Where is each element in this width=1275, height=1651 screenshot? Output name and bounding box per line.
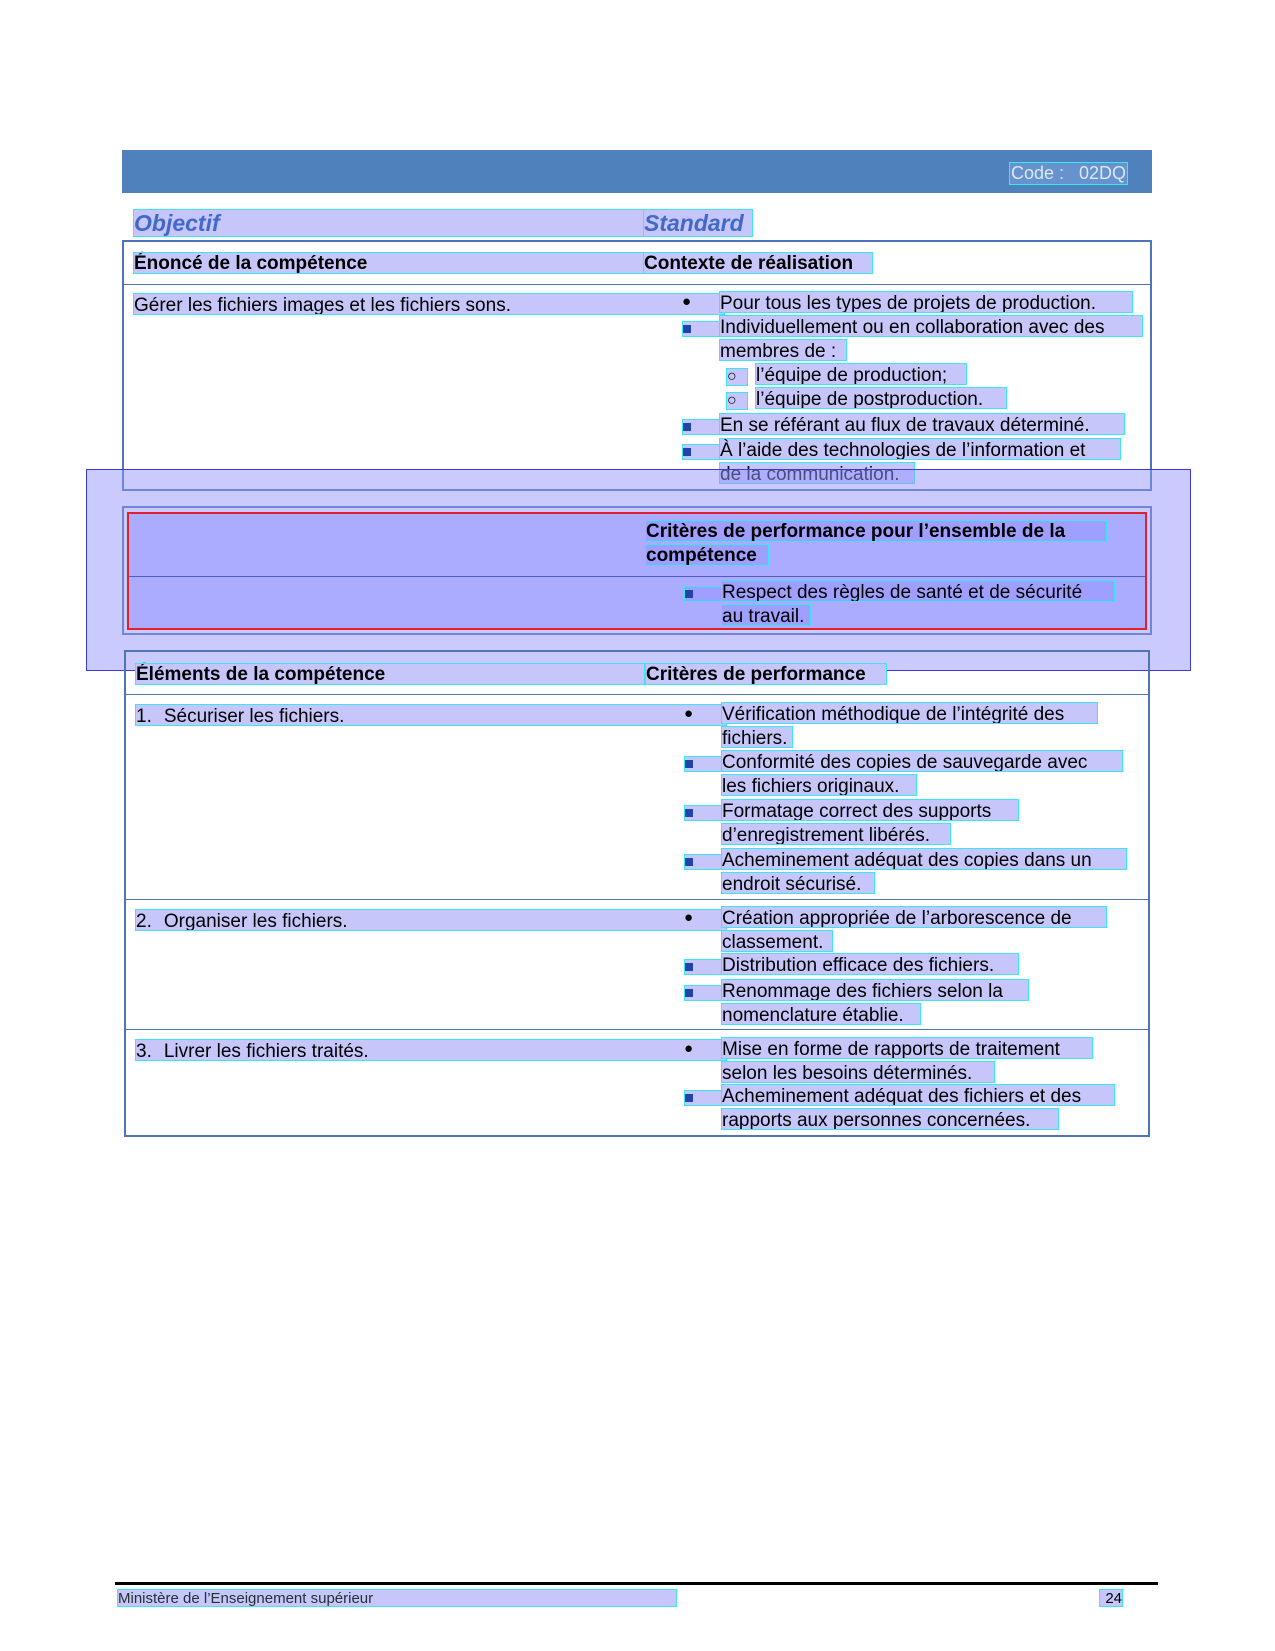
page-number: 24 bbox=[1100, 1590, 1122, 1606]
criterion: d’enregistrement libérés. bbox=[722, 824, 950, 844]
bullet-icon: ● bbox=[684, 705, 694, 722]
criterion: nomenclature établie. bbox=[722, 1004, 920, 1024]
criterion: Mise en forme de rapports de traitement bbox=[722, 1038, 1092, 1058]
table-divider bbox=[124, 284, 1150, 285]
criterion: Vérification méthodique de l’intégrité des bbox=[722, 703, 1097, 723]
table-divider bbox=[126, 1029, 1148, 1030]
context-item: Pour tous les types de projets de production. bbox=[720, 292, 1132, 312]
bullet-icon bbox=[685, 1091, 721, 1105]
table-divider bbox=[126, 694, 1148, 695]
overall-criterion: au travail. bbox=[722, 605, 810, 625]
bullet-icon: ● bbox=[682, 293, 692, 310]
table-divider bbox=[129, 576, 1145, 577]
criterion: Acheminement adéquat des copies dans un bbox=[722, 849, 1126, 869]
element-number: 2. bbox=[136, 911, 152, 932]
sub-bullet-icon: ○ bbox=[727, 393, 747, 409]
context-header: Contexte de réalisation bbox=[644, 253, 872, 273]
context-subitem: l’équipe de postproduction. bbox=[756, 388, 1006, 408]
element-row bbox=[136, 705, 726, 725]
criterion: Création appropriée de l’arborescence de bbox=[722, 907, 1106, 927]
table-divider bbox=[126, 899, 1148, 900]
bullet-icon: ● bbox=[684, 909, 694, 926]
criterion: endroit sécurisé. bbox=[722, 873, 874, 893]
element-label: Livrer les fichiers traités. bbox=[163, 1041, 369, 1062]
footer-rule bbox=[115, 1582, 1158, 1585]
criterion: Acheminement adéquat des fichiers et des bbox=[722, 1085, 1114, 1105]
header-band bbox=[122, 150, 1152, 193]
criterion: Renommage des fichiers selon la bbox=[722, 980, 1028, 1000]
statement-header: Énoncé de la compétence bbox=[134, 253, 644, 273]
bullet-icon bbox=[683, 420, 719, 434]
context-item: Individuellement ou en collaboration avec des bbox=[720, 316, 1142, 336]
criterion: Distribution efficace des fichiers. bbox=[722, 954, 1018, 974]
criterion: selon les besoins déterminés. bbox=[722, 1062, 994, 1082]
bullet-icon bbox=[685, 986, 721, 1000]
context-item: membres de : bbox=[720, 340, 846, 360]
program-code: Code : 02DQ bbox=[1011, 163, 1127, 183]
bullet-icon: ● bbox=[684, 1040, 694, 1057]
bullet-icon bbox=[685, 587, 721, 601]
criterion: les fichiers originaux. bbox=[722, 775, 916, 795]
objectif-title: Objectif bbox=[134, 210, 644, 236]
context-item: En se référant au flux de travaux déterminé. bbox=[720, 414, 1124, 434]
bullet-icon bbox=[685, 806, 721, 820]
element-row bbox=[136, 910, 726, 930]
competence-statement: Gérer les fichiers images et les fichiers sons. bbox=[134, 294, 724, 314]
performance-header: Critères de performance bbox=[646, 664, 886, 684]
bullet-icon bbox=[685, 757, 721, 771]
bullet-icon bbox=[683, 322, 719, 336]
element-label: Sécuriser les fichiers. bbox=[163, 706, 345, 727]
element-number: 1. bbox=[136, 706, 152, 727]
criterion: Formatage correct des supports bbox=[722, 800, 1018, 820]
context-subitem: l’équipe de production; bbox=[756, 364, 966, 384]
criterion: fichiers. bbox=[722, 727, 792, 747]
bullet-icon bbox=[685, 855, 721, 869]
bullet-icon bbox=[683, 445, 719, 459]
overall-criterion: Respect des règles de santé et de sécurité bbox=[722, 581, 1114, 601]
elements-header: Éléments de la compétence bbox=[136, 664, 644, 684]
footer-ministry: Ministère de l’Enseignement supérieur bbox=[118, 1590, 676, 1606]
standard-title: Standard bbox=[644, 210, 752, 236]
overall-criteria-header: compétence bbox=[646, 545, 768, 565]
context-item: À l’aide des technologies de l’information et bbox=[720, 439, 1120, 459]
criterion: Conformité des copies de sauvegarde avec bbox=[722, 751, 1122, 771]
criterion: classement. bbox=[722, 931, 832, 951]
sub-bullet-icon: ○ bbox=[727, 369, 747, 385]
criterion: rapports aux personnes concernées. bbox=[722, 1109, 1058, 1129]
element-row bbox=[136, 1040, 726, 1060]
element-number: 3. bbox=[136, 1041, 152, 1062]
element-label: Organiser les fichiers. bbox=[163, 911, 348, 932]
bullet-icon bbox=[685, 960, 721, 974]
overall-criteria-header: Critères de performance pour l’ensemble de la bbox=[646, 521, 1106, 541]
